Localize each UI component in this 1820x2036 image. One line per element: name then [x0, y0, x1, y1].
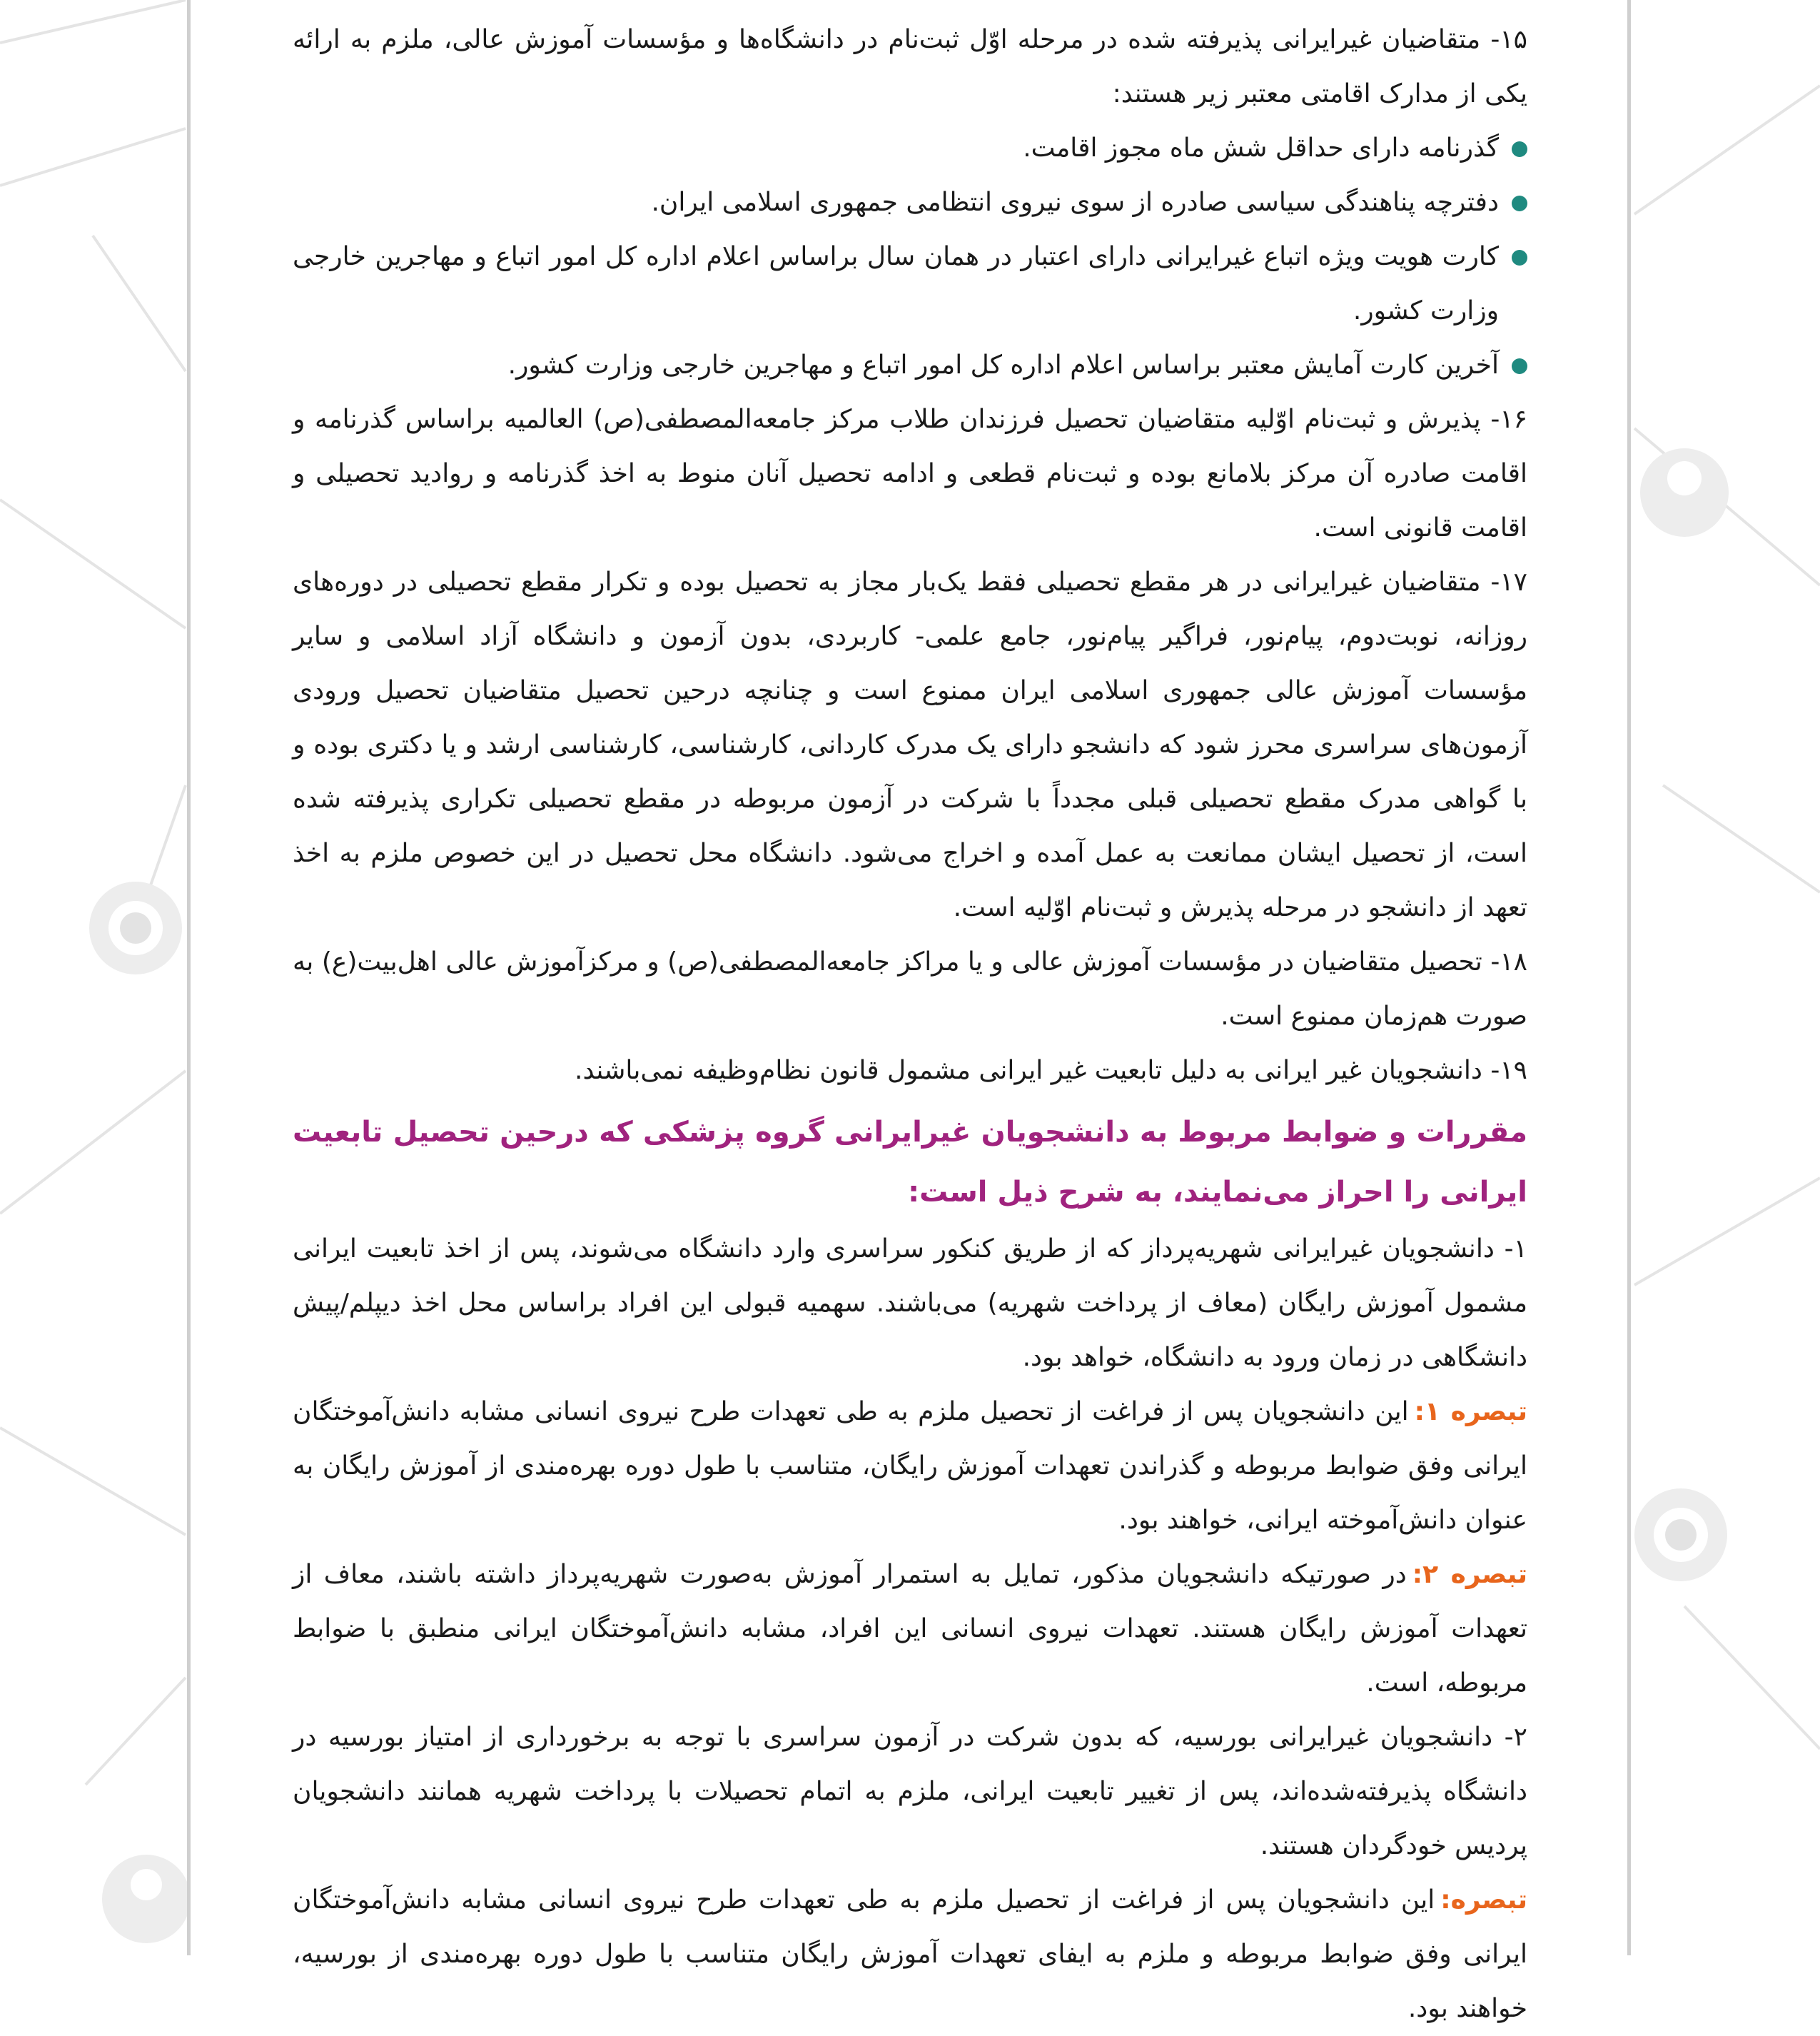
list-item [293, 176, 1527, 230]
item-18: ۱۸- تحصیل متقاضیان در مؤسسات آموزش عالی و یا مراکز جامعه‌المصطفی(ص) و مرکزآموزش عالی اهل‌بیت(ع) به صورت هم‌زمان ممنوع است. [293, 947, 1527, 1031]
note-text: در صورتیکه دانشجویان مذکور، تمایل به استمرار آموزش به‌صورت شهریه‌پرداز داشته باشند، معاف از تعهدات آموزش رایگان هستند. تعهدات نیروی انسانی این افراد، مشابه دانش‌آموختگان ایرانی منطبق با ضوابط مربوطه، است. [293, 1560, 1527, 1698]
note-label: تبصره: [1440, 1885, 1527, 1915]
note-3 [293, 1873, 1527, 2036]
note-1 [293, 1385, 1527, 1548]
note-label: تبصره ۱: [1414, 1397, 1527, 1426]
list-item-text: گذرنامه دارای حداقل شش ماه مجوز اقامت. [1023, 133, 1499, 163]
note-label: تبصره ۲: [1412, 1560, 1527, 1589]
note-text: این دانشجویان پس از فراغت از تحصیل ملزم به طی تعهدات طرح نیروی انسانی مشابه دانش‌آموختگان ایرانی وفق ضوابط مربوطه و ملزم به ایفای تعهدات آموزش رایگان متناسب با طول دوره بهره‌مندی از بورسیه، خواهند بود. [293, 1885, 1527, 2023]
bullet-icon [1512, 250, 1527, 266]
bullet-icon [1512, 358, 1527, 374]
note-text: این دانشجویان پس از فراغت از تحصیل ملزم به طی تعهدات طرح نیروی انسانی مشابه دانش‌آموختگان ایرانی وفق ضوابط مربوطه و گذراندن تعهدات آموزش رایگان، متناسب با طول دوره بهره‌مندی از آموزش رایگان به عنوان دانش‌آموخته ایرانی، خواهند بود. [293, 1397, 1527, 1535]
note-2 [293, 1548, 1527, 1710]
bullet-icon [1512, 141, 1527, 157]
rule-1: ۱- دانشجویان غیرایرانی شهریه‌پرداز که از طریق کنکور سراسری وارد دانشگاه می‌شوند، پس از اخذ تابعیت ایرانی مشمول آموزش رایگان (معاف از پرداخت شهریه) می‌باشند. سهمیه قبولی این افراد براساس محل اخذ دیپلم/پیش دانشگاهی در زمان ورود به دانشگاه، خواهد بود. [293, 1234, 1527, 1372]
bullet-icon [1512, 196, 1527, 211]
section-heading: مقررات و ضوابط مربوط به دانشجویان غیرایرانی گروه پزشکی که درحین تحصیل تابعیت ایرانی را احراز می‌نمایند، به شرح ذیل است: [293, 1116, 1527, 1209]
item-17: ۱۷- متقاضیان غیرایرانی در هر مقطع تحصیلی فقط یک‌بار مجاز به تحصیل بوده و تکرار مقطع تحصیلی در دوره‌های روزانه، نوبت‌دوم، پیام‌نور، فراگیر پیام‌نور، جامع علمی- کاربردی، بدون آزمون و دانشگاه آزاد اسلامی و سایر مؤسسات آموزش عالی جمهوری اسلامی ایران ممنوع است و چنانچه درحین تحصیل متقاضیان تحصیل ورودی آزمون‌های سراسری محرز شود که دانشجو دارای یک مدرک کاردانی، کارشناسی، کارشناسی ارشد و یا دکتری بوده و با گواهی مدرک مقطع تحصیلی قبلی مجدداً با شرکت در آزمون مربوطه در مقطع تحصیلی تکراری پذیرفته شده است، از تحصیل ایشان ممانعت به عمل آمده و اخراج می‌شود. دانشگاه محل تحصیل در این خصوص ملزم به اخذ تعهد از دانشجو در مرحله پذیرش و ثبت‌نام اوّلیه است. [293, 568, 1527, 922]
item-19: ۱۹- دانشجویان غیر ایرانی به دلیل تابعیت غیر ایرانی مشمول قانون نظام‌وظیفه نمی‌باشند. [575, 1056, 1527, 1085]
list-item-text: آخرین کارت آمایش معتبر براساس اعلام اداره کل امور اتباع و مهاجرین خارجی وزارت کشور. [507, 351, 1499, 380]
document-body [293, 13, 1527, 2036]
list-item [293, 121, 1527, 176]
item-15: ۱۵- متقاضیان غیرایرانی پذیرفته شده در مرحله اوّل ثبت‌نام در دانشگاه‌ها و مؤسسات آموزش عالی، ملزم به ارائه یکی از مدارک اقامتی معتبر زیر هستند: [293, 25, 1527, 109]
residency-documents-list [293, 121, 1527, 393]
list-item [293, 230, 1527, 338]
list-item-text: کارت هویت ویژه اتباع غیرایرانی دارای اعتبار در همان سال براساس اعلام اداره کل امور اتباع و مهاجرین خارجی وزارت کشور. [293, 242, 1499, 326]
left-margin-line [187, 0, 191, 1955]
list-item-text: دفترچه پناهندگی سیاسی صادره از سوی نیروی انتظامی جمهوری اسلامی ایران. [651, 188, 1499, 217]
list-item [293, 338, 1527, 393]
item-16: ۱۶- پذیرش و ثبت‌نام اوّلیه متقاضیان تحصیل فرزندان طلاب مرکز جامعه‌المصطفی(ص) العالمیه براساس گذرنامه و اقامت صادره آن مرکز بلامانع بوده و ثبت‌نام قطعی و ادامه تحصیل آنان منوط به اخذ گذرنامه و روادید تحصیلی و اقامت قانونی است. [293, 405, 1527, 543]
right-margin-line [1627, 0, 1631, 1955]
rule-2: ۲- دانشجویان غیرایرانی بورسیه، که بدون شرکت در آزمون سراسری با توجه به برخورداری از امتیاز بورسیه در دانشگاه پذیرفته‌شده‌اند، پس از تغییر تابعیت ایرانی، ملزم به اتمام تحصیلات با پرداخت شهریه همانند دانشجویان پردیس خودگردان هستند. [293, 1723, 1527, 1860]
